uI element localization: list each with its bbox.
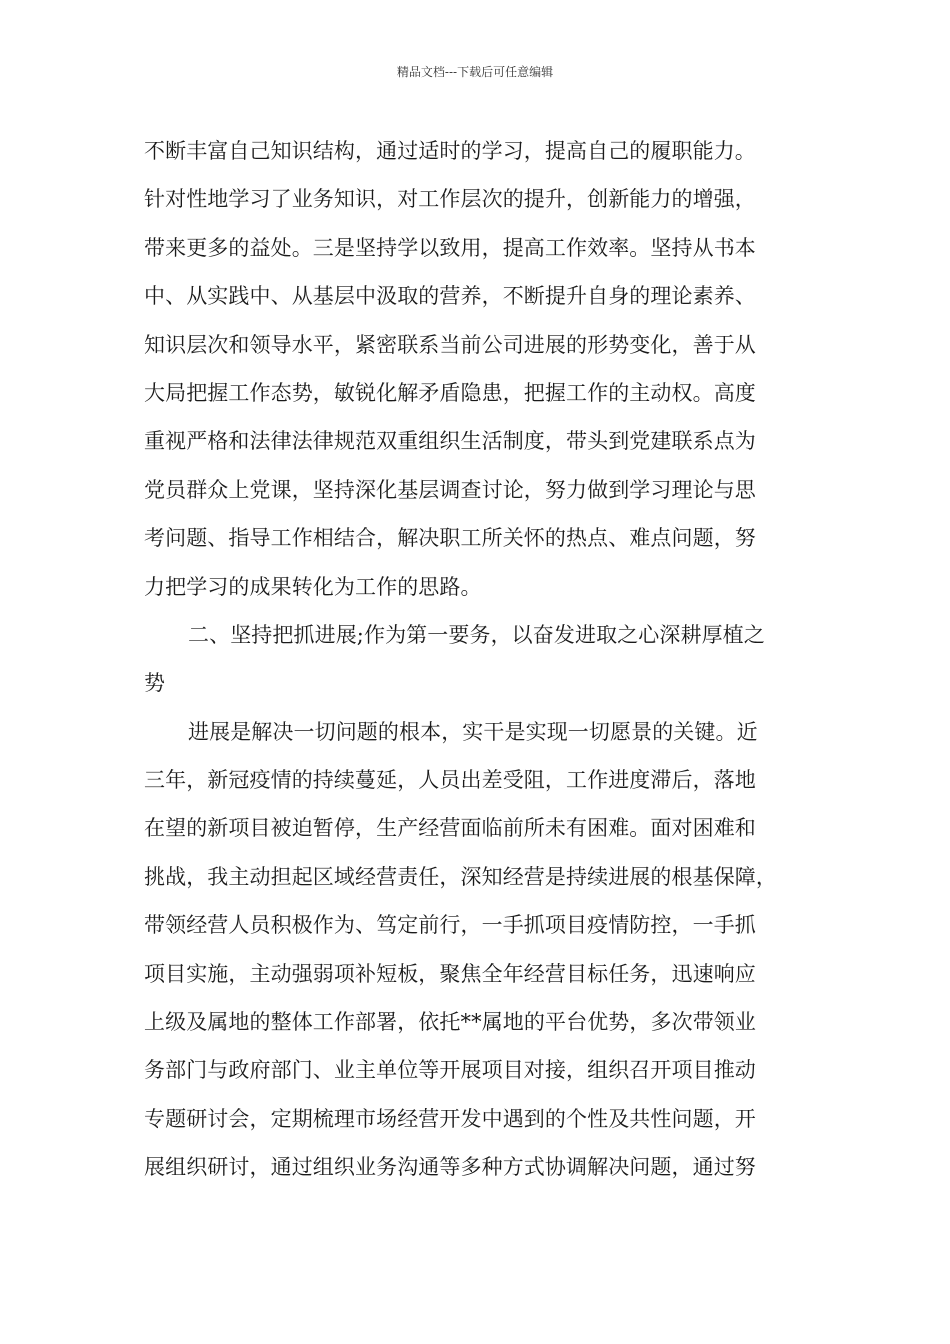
text-line: 项目实施，主动强弱项补短板，聚焦全年经营目标任务，迅速响应 (144, 961, 756, 986)
text-line: 带领经营人员积极作为、笃定前行，一手抓项目疫情防控，一手抓 (144, 913, 756, 938)
section-heading-line: 势 (144, 671, 166, 696)
text-line: 进展是解决一切问题的根本，实干是实现一切愿景的关键。近 (188, 719, 758, 744)
text-line: 带来更多的益处。三是坚持学以致用，提高工作效率。坚持从书本 (144, 235, 756, 260)
text-line: 重视严格和法律法律规范双重组织生活制度，带头到党建联系点为 (144, 429, 756, 454)
text-line: 力把学习的成果转化为工作的思路。 (144, 574, 482, 599)
text-line: 专题研讨会，定期梳理市场经营开发中遇到的个性及共性问题，开 (144, 1106, 756, 1131)
text-line: 中、从实践中、从基层中汲取的营养，不断提升自身的理论素养、 (144, 284, 756, 309)
text-line: 挑战，我主动担起区域经营责任，深知经营是持续进展的根基保障， (144, 864, 777, 889)
text-line: 上级及属地的整体工作部署，依托**属地的平台优势，多次带领业 (144, 1010, 756, 1035)
text-line: 考问题、指导工作相结合，解决职工所关怀的热点、难点问题，努 (144, 526, 756, 551)
text-line: 知识层次和领导水平，紧密联系当前公司进展的形势变化，善于从 (144, 332, 756, 357)
text-line: 展组织研讨，通过组织业务沟通等多种方式协调解决问题，通过努 (144, 1155, 756, 1180)
text-line: 在望的新项目被迫暂停，生产经营面临前所未有困难。面对困难和 (144, 816, 756, 841)
document-body (144, 127, 824, 1192)
section-heading-line: 二、坚持把抓进展;作为第一要务，以奋发进取之心深耕厚植之 (188, 622, 765, 647)
text-line: 大局把握工作态势，敏锐化解矛盾隐患，把握工作的主动权。高度 (144, 380, 756, 405)
text-line: 党员群众上党课，坚持深化基层调查讨论，努力做到学习理论与思 (144, 477, 756, 502)
page-header: 精品文档---下载后可任意编辑 (396, 65, 554, 79)
text-line: 三年，新冠疫情的持续蔓延，人员出差受阻，工作进度滞后，落地 (144, 768, 756, 793)
text-line: 针对性地学习了业务知识，对工作层次的提升，创新能力的增强， (144, 187, 756, 212)
text-line: 务部门与政府部门、业主单位等开展项目对接，组织召开项目推动 (144, 1058, 756, 1083)
text-line: 不断丰富自己知识结构，通过适时的学习，提高自己的履职能力。 (144, 139, 756, 163)
